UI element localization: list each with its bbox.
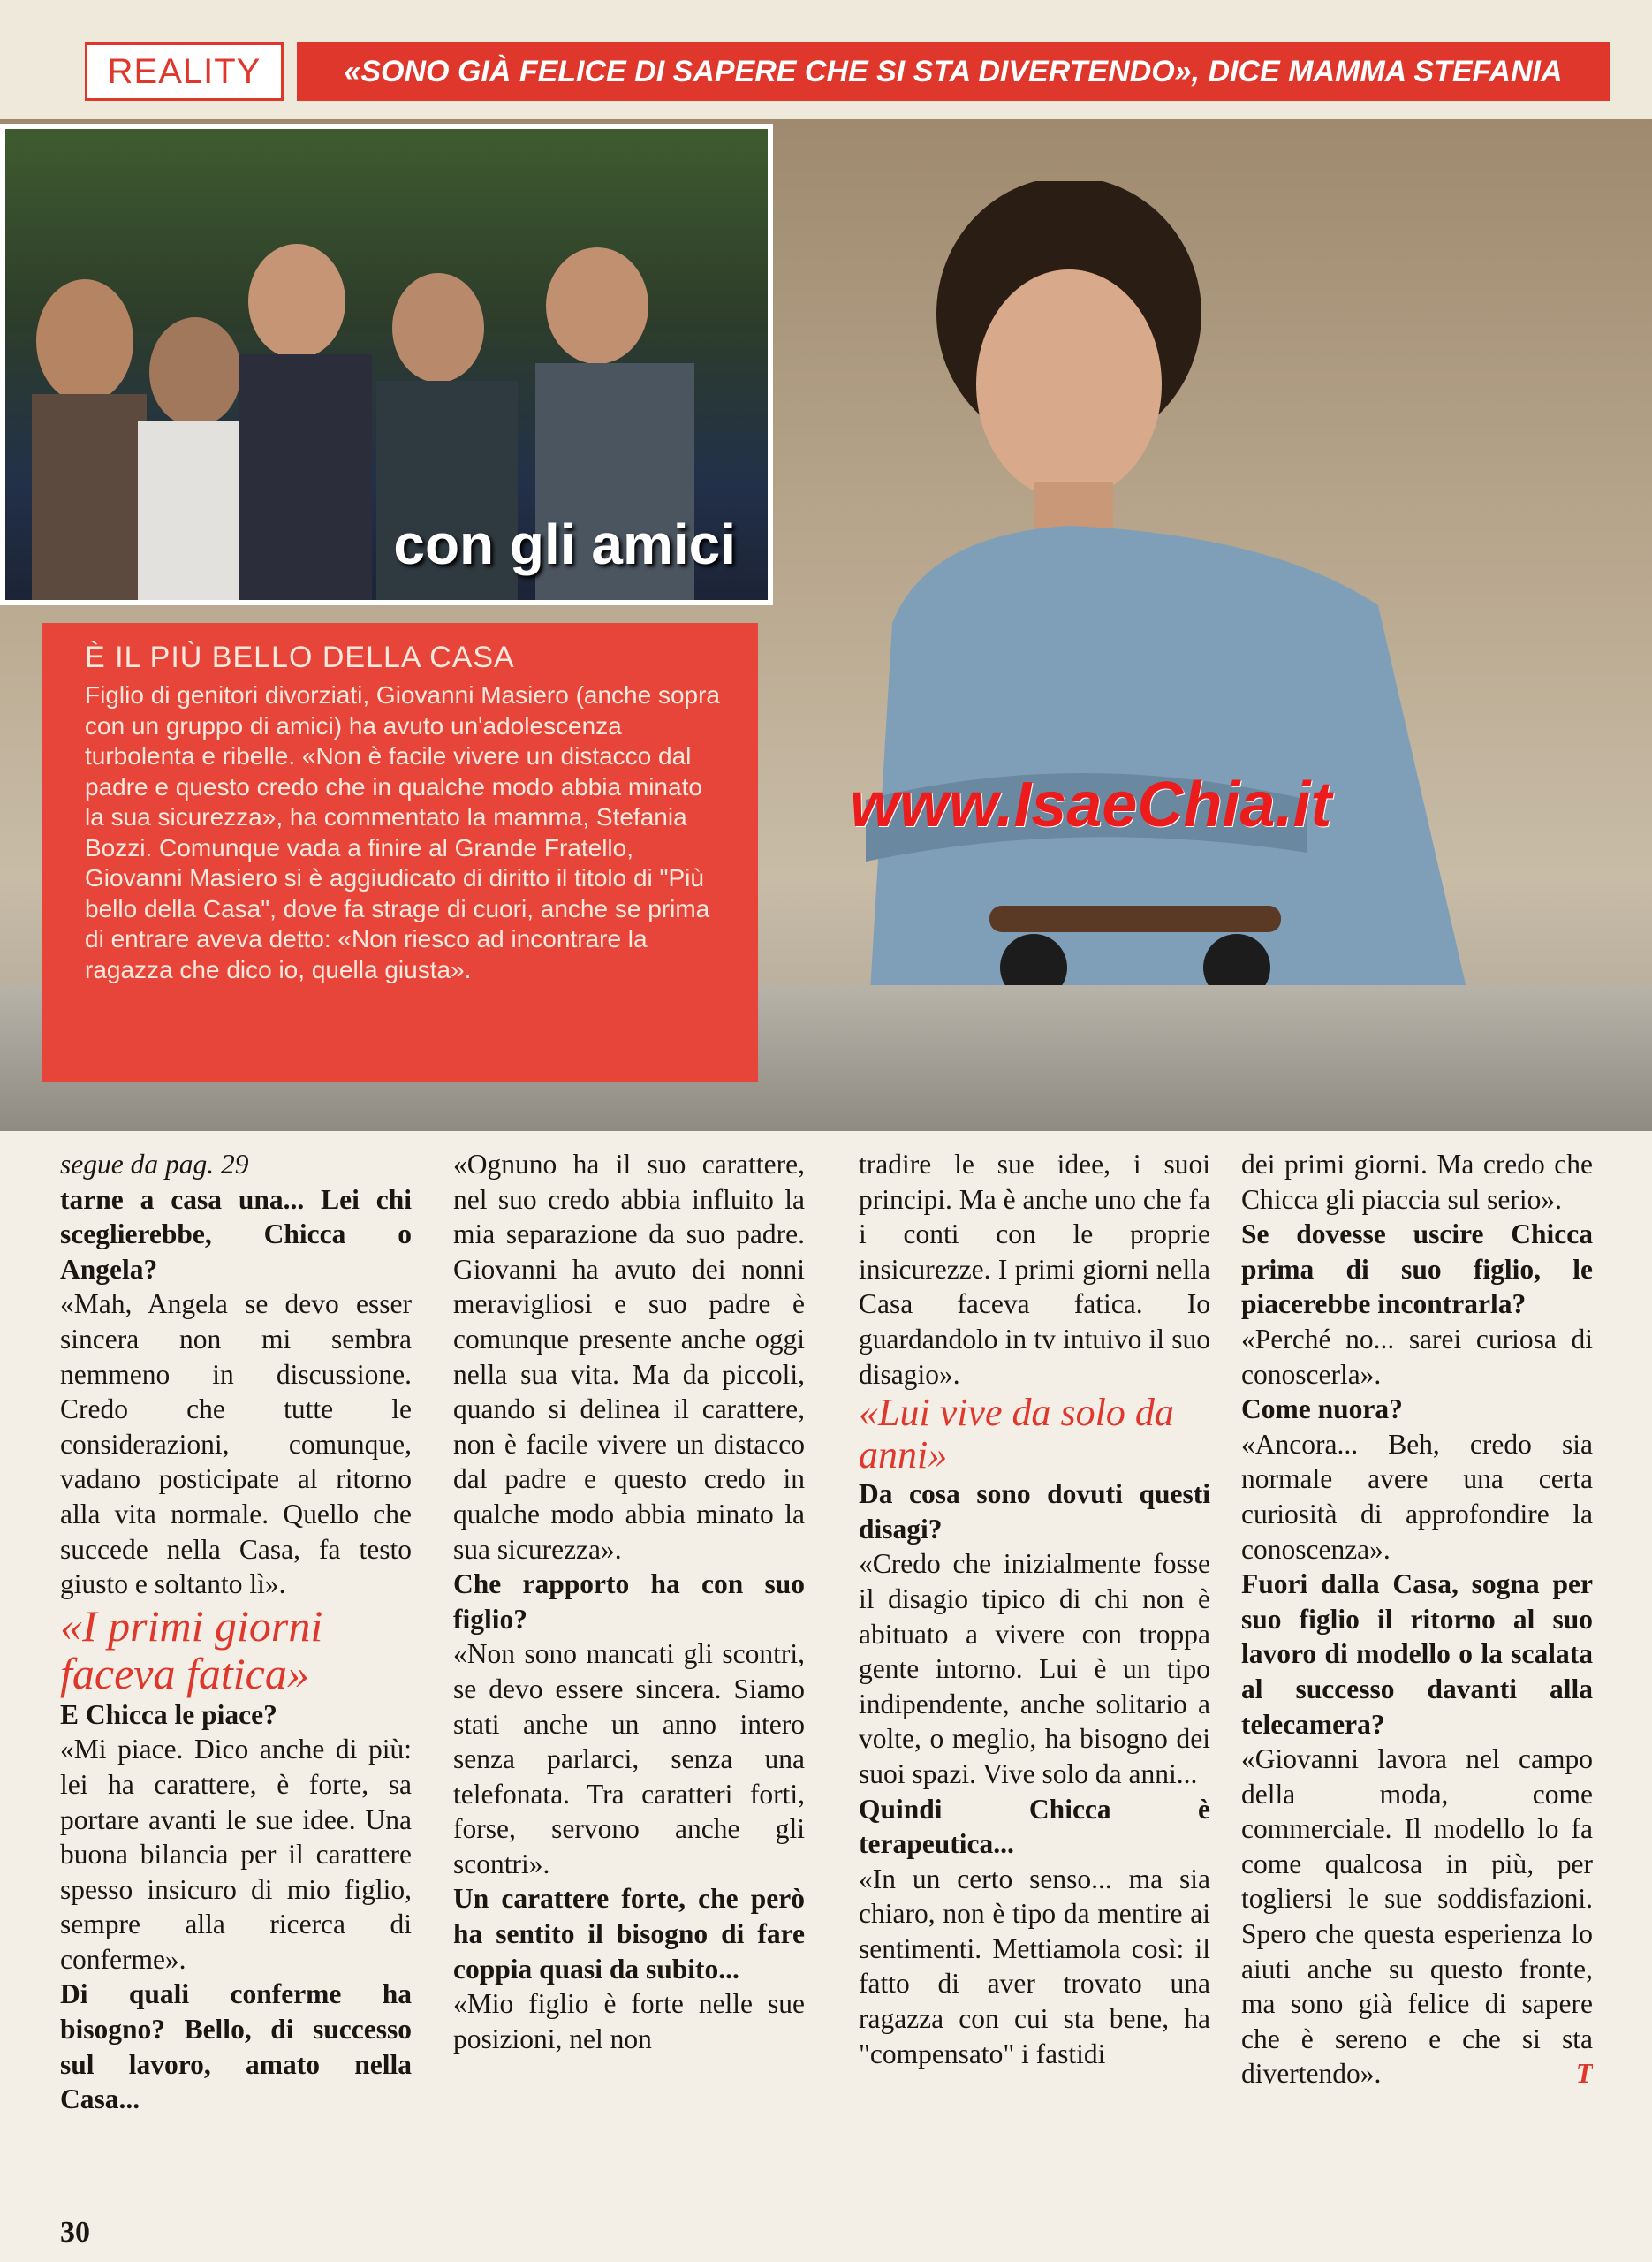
inset-caption: con gli amici [393, 512, 736, 576]
question: Da cosa sono dovuti questi disagi? [859, 1478, 1210, 1545]
pull-quote: «I primi giorni faceva fatica» [60, 1600, 323, 1698]
continued-from: segue da pag. 29 [60, 1149, 249, 1180]
answer: dei primi giorni. Ma credo che Chicca gli piaccia sul serio». [1241, 1149, 1593, 1215]
question: Di quali conferme ha bisogno? Bello, di successo sul lavoro, amato nella Casa... [60, 1978, 412, 2115]
page-headline: «SONO GIÀ FELICE DI SAPERE CHE SI STA DIVERTENDO», DICE MAMMA STEFANIA [297, 42, 1610, 101]
answer: «Ancora... Beh, credo sia normale avere una certa curiosità di approfondire la conoscenza». [1241, 1428, 1593, 1565]
question: Se dovesse uscire Chicca prima di suo figlio, le piacerebbe incontrarla? [1241, 1218, 1593, 1320]
watermark: www.IsaeChia.it [850, 770, 1332, 840]
answer: «Mi piace. Dico anche di più: lei ha carattere, è forte, sa portare avanti le sue idee. Una buona bilancia per il carattere spesso insicuro di mio figlio, sempre alla ricerca di conferme». [60, 1734, 412, 1975]
question: Come nuora? [1241, 1393, 1403, 1425]
answer: «Mio figlio è forte nelle sue posizioni, nel non [453, 1988, 805, 2054]
question: Che rapporto ha con suo figlio? [453, 1568, 805, 1635]
question: tarne a casa una... Lei chi sceglierebbe, Chicca o Angela? [60, 1183, 412, 1285]
answer: «Credo che inizialmente fosse il disagio tipico di chi non è abituato a vivere con troppa gente intorno. Lui è un tipo indipendente, anche solitario a volte, o meglio, ha bisogno dei suoi spazi. Vive solo da anni... [859, 1548, 1210, 1789]
article-column-2 [453, 1147, 805, 2216]
article-column-1 [60, 1147, 412, 2216]
sidebar-box [42, 623, 758, 1082]
article-column-3 [859, 1147, 1210, 2216]
answer: tradire le sue idee, i suoi principi. Ma è anche uno che fa i conti con le proprie insicurezze. I primi giorni nella Casa faceva fatica. Io guardandolo in tv intuivo il suo disagio». [859, 1149, 1210, 1390]
sidebar-text: Figlio di genitori divorziati, Giovanni Masiero (anche sopra con un gruppo di amici) ha avuto un'adolescenza turbolenta e ribelle. «Non è facile vivere un distacco dal padre e questo credo che in qualche modo abbia minato la sua sicurezza», ha commentato la mamma, Stefania Bozzi. Comunque vada a finire al Grande Fratello, Giovanni Masiero si è aggiudicato di diritto il titolo di "Più bello della Casa", dove fa strage di cuori, anche se prima di entrare aveva detto: «Non riesco ad incontrare la ragazza che dico io, quella giusta». [85, 681, 721, 983]
answer: «In un certo senso... ma sia chiaro, non è tipo da mentire ai sentimenti. Mettiamola così: il fatto di aver trovato una ragazza con cui sta bene, ha "compensato" i fastidi [859, 1863, 1210, 2069]
page-number: 30 [60, 2216, 90, 2249]
question: Quindi Chicca è terapeutica... [859, 1793, 1210, 1860]
end-mark: T [1575, 2058, 1593, 2090]
answer: «Non sono mancati gli scontri, se devo essere sincera. Siamo stati anche un anno intero senza parlarci, senza una telefonata. Tra caratteri forti, forse, servono anche gli scontri». [453, 1638, 805, 1879]
portrait-figure [813, 181, 1555, 1065]
pull-quote: «Lui vive da solo da anni» [859, 1391, 1174, 1477]
answer-text: «Giovanni lavora nel campo della moda, come commerciale. Il modello lo fa come qualcosa in più, per togliersi le sue soddisfazioni. Spero che questa esperienza lo aiuti anche su questo fronte, ma sono già felice di sapere che è sereno e che si sta divertendo». [1241, 1743, 1593, 2090]
article-column-4 [1241, 1147, 1593, 2216]
answer: «Ognuno ha il suo carattere, nel suo credo abbia influito la mia separazione da suo padre. Giovanni ha avuto dei nonni meravigliosi e suo padre è comunque presente anche oggi nella sua vita. Ma da piccoli, quando si delinea il carattere, non è facile vivere un distacco dal padre e questo credo in qualche modo abbia minato la sua sicurezza». [453, 1149, 805, 1565]
section-rubric: REALITY [85, 42, 284, 101]
question: E Chicca le piace? [60, 1698, 277, 1730]
answer: «Mah, Angela se devo esser sincera non mi sembra nemmeno in discussione. Credo che tutte le considerazioni, comunque, vadano posticipate al ritorno alla vita normale. Quello che succede nella Casa, fa testo giusto e soltanto lì». [60, 1288, 412, 1600]
inset-photo [0, 124, 773, 605]
answer [1241, 1742, 1593, 2091]
sidebar-title: È IL PIÙ BELLO DELLA CASA [85, 641, 515, 674]
question: Fuori dalla Casa, sogna per suo figlio il ritorno al suo lavoro di modello o la scalata al successo davanti alla telecamera? [1241, 1568, 1593, 1740]
answer: «Perché no... sarei curiosa di conoscerla». [1241, 1323, 1593, 1390]
question: Un carattere forte, che però ha sentito il bisogno di fare coppia quasi da subito... [453, 1883, 805, 1985]
